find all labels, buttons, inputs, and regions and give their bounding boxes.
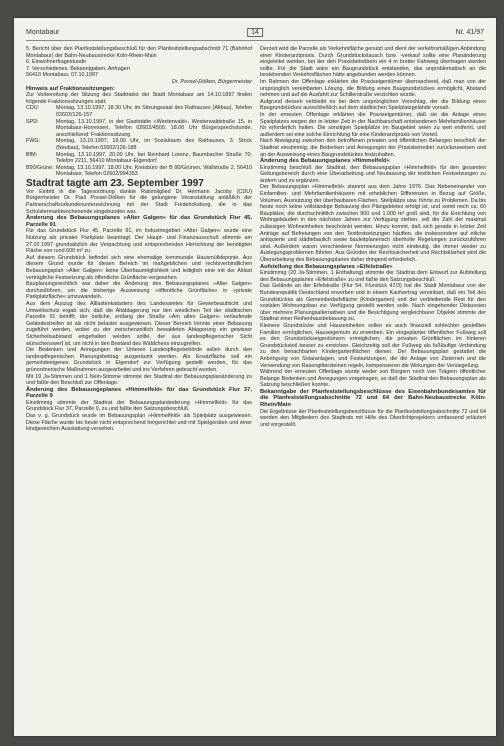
agenda-item: 5. Bericht über den Planfeststellungsbeschluß für den Planfeststellungsabschnitt 71 (Bahnhof Montabaur) der Bahn-Neubaustrecke Köln-Rhein-Main [26, 46, 252, 59]
paragraph: Die Ergebnisse der Planfeststellungsbeschlüsse für die Planfeststellungsabschnitte 72 und 64 werden den Mitgliedern des Stadtrats mit Hilfe des Oberlichtprojektors umfassend erläutert und vorgestellt. [260, 408, 486, 428]
fraction-name: FWG: [26, 138, 41, 145]
paragraph: Aus dem Auszug des Altlastenkatasters des Landesamtes für Gewerbeaufsicht und Umweltschutz ergab sich, daß die Altablagerung nur den westlichen Teil der städtischen Parzelle 91 betrifft; der östliche, entlang der Straße »Am alten Galgen« verlaufende Geländestreifen ist als nicht belastet ausgewiesen. Dieser Bereich könnte einer Bebauung zugeführt werden, wobei zu der zwischenzeitlich bewaldeten Ablagerung ein gewisser Sicherheitsabstand eingehalten werden sollte, der aus landespflegerischer Sicht wünschenswert ist, um nicht in den Bestand des Wäldchens einzugreifen. [26, 300, 252, 347]
section-heading: Hinweis auf Fraktionssitzungen: [26, 85, 115, 92]
fraction-name: B90/Grüne: [26, 164, 54, 171]
right-column [260, 46, 486, 428]
issue-number: Nr. 41/97 [455, 29, 484, 36]
paragraph: Nach Abwägung zwischen den betroffenen privaten und öffentlichen Belangen beschloß der Stadtrat einstimmig, die Bedenken und Anregungen der Praxisbetreiber zurückzuweisen und an der Ausweisung eines Baugrundstückes festzuhalten. [260, 138, 486, 158]
paragraph: Vor Eintritt in die Tagesordnung dankte Ratsmitglied Dr. Hermann Jacoby (CDU) Bürgermeister Dr. Paul Possel-Dölken für die gelungene Veranstaltung anläßlich der Partnerschaftsurkundenunterzeichnung mit der Stadt Fredericksburg, die in das Schulstermarktwochenende eingebunden war. [26, 188, 252, 215]
article-title: Stadtrat tagte am 23. September 1997 [26, 177, 204, 189]
fraction-details: Montag, 13.10.1997, 18.30 Uhr, im Sitzungssaal des Rathauses (Altbau), Telefon 02602/126-157 [56, 105, 252, 118]
fraction-row [26, 138, 252, 151]
paragraph: Einstimmig beschloß der Stadtrat, den Bebauungsplan »Himmelfeld« für den gesamten Geltungsbereich durch eine Überarbeitung und Neufassung der textlichen Festsetzungen zu ändern und zu ergänzen. [260, 164, 486, 184]
newspaper-page [14, 18, 496, 736]
paragraph: Zur Vorbereitung der Sitzung des Stadtrates der Stadt Montabaur am 14.10.1997 finden folgende Fraktionssitzungen statt: [26, 92, 252, 105]
signature: Dr. Possel-Dölken, Bürgermeister [171, 78, 252, 85]
fraction-name: BfM: [26, 151, 38, 158]
paragraph: Derzeit wird die Parzelle als Verkehrsfläche genutzt und dient der verkehrsmäßigen Anbindung einer Kinderarztpraxis. Durch Grundstückstausch bzw. -verkauf sollte eine Planänderung eingeleitet werden, bei der den Praxisbetreibern ein 4 m breiter Fahrweg übertragen werden sollte. Für die Stadt wäre ein Baugrundstück entstanden, das unproblematisch an die bestehenden Verkehrsflächen hätte angebunden werden können. [260, 46, 486, 79]
fraction-row [26, 165, 252, 178]
paragraph: Aufgrund dessen verbleibt es bei dem ursprünglichen Vorschlag, der die Bildung eines Baugrundstückes ausschließlich auf dem städtischen Spielplatzgelände vorsah. [260, 98, 486, 112]
section-heading: Aufstellung des Bebauungsplanes »Eifelstraße« [260, 263, 393, 270]
header-town: Montabaur [26, 29, 60, 36]
agenda-item: 6. Einwohnerfragestunde [26, 59, 86, 66]
agenda-item: 7. Verschiedenes, Bekanntgaben, Anfragen [26, 65, 130, 72]
left-column [26, 46, 252, 433]
date-line: 56410 Montabaur, 07.10.1997 [26, 72, 98, 79]
fraction-name: SPD: [26, 118, 39, 125]
paragraph: Während der erneuten Offenlage wurde weder von Bürgern noch von Trägern öffentlicher Belange Bedenken und Anregungen vorgetragen, so daß der Stadtrat den Bebauungsplan als Satzung beschließen konnte. [260, 369, 486, 389]
page-number: 14 [247, 28, 263, 37]
fraction-name: CDU: [26, 105, 40, 112]
paragraph: Der Bebauungsplan »Himmelfeld« stammt aus dem Jahre 1976. Das Nebeneinander von Einfamilien- und Mehrfamilienhäusern mit erheblichen Differenzen in Bezug auf Größe, Volumen, Ausnutzung der überbaubaren Flächen, Stellplätze usw. führte zu Problemen. Da bis heute noch keine vollständige Bebauung des Plangebietes erfolgt ist, und somit noch ca. 60 Bauplätze, die durchschnittlich zwischen 900 und 1.000 m² groß sind, für die Errichtung von Wohngebäuden in den nächsten Jahren zur Verfügung stehen, soll die Zahl der maximal zulässigen Wohneinheiten beschränkt werden. Hinzu kommt, daß sich gerade in letzter Zeit Anträge auf Befreiungen von den Textfestsetzungen häuften, die insbesondere auf etliche antiquierte und städtebaulich sowie bauleitplanerisch überholte Regelungen zurückzuführen sind. Außerdem waren verschiedene Normierungen nicht eindeutig, die immer wieder zu Auslegungsproblemen führten. Aus Gründen der Rechtssicherheit und Rechtsklarheit wird die Überarbeitung des Bebauungsplanes daher dringend erforderlich. [260, 184, 486, 263]
page-header [26, 28, 484, 41]
paragraph: In der erneuten Offenlage erklärten die Praxiseigentümer, daß sie die Anlage eines Spielplatzes wegen der in letzter Zeit in der Nachbarschaft entstandenen Mehrfamilienhäuser für erforderlich halten. Die sonstigen Spielplätze im Baugebiet seien zu weit entfernt, und außerdem sei eine solche Einrichtung für eine Kinderarztpraxis von Vorteil. [260, 111, 486, 138]
section-heading: Bekanntgabe der Planfeststellungsbeschlüsse des Eisenbahnbundesamtes für die Planfeststellungsabschnitte 72 und 64 der Bahn-Neubaustrecke Köln-Rhein/Main [260, 388, 486, 409]
fraction-row [26, 105, 252, 118]
section-heading: Änderung des Bebauungsplanes »Alter Galgen« für das Grundstück Flur 45, Parzelle 91 [26, 215, 252, 228]
paragraph: Das Gelände an der Eifelstraße (Flur 54, Flurstück 47/3) hat die Stadt Montabaur von der Bundesrepublik Deutschland erworben und in einem Kaufvertrag vereinbart, daß ein Teil des Grundstückes als Gemeinbedarfsfläche (Kindergarten) und der verbleibende Rest für den sozialen Wohnungsbau zur Verfügung gestellt werden solle. Nach eingehender Diskussion über mehrere Planungsalternativen und die Besichtigung vergleichbarer Objekte stimmte der Stadtrat einer Reihenhausbebauung zu. [260, 283, 486, 323]
fraction-row [26, 119, 252, 139]
paragraph: Einstimmig (20 Ja-Stimmen, 1 Enthaltung) stimmte der Stadtrat dem Entwurf zur Aufstellung des Bebauungsplanes »Eifelstraße« zu und faßte den Satzungsbeschluß. [260, 270, 486, 283]
paragraph: Kleinere Grundstücke und Hauseinheiten sollen es auch finanziell schlechter gestellten Familien ermöglichen, Hauseigentum zu erwerben. Ein eingeplanter öffentlicher Fußweg soll es den Grundstückseigentümern ermöglichen, die privaten Grünflächen im hinteren Grundstücksteil besser zu erreichen. Gleichzeitig soll der Fußweg als fußläufige Verbindung zu den benachbarten Kindergartenflächen dienen. Der Bebauungsplan gestattet die Anbringung von Solaranlagen, und Festsetzungen, die die Anlage von Zisternen und die Verwendung von Rasengittersteinen regeln, kompensieren die Wirkungen der Versiegelung. [260, 322, 486, 369]
paragraph: Mit 19 Ja-Stimmen und 1 Nein-Stimme stimmte der Stadtrat der Bebauungsplanänderung zu und faßte den Beschluß zur Offenlage. [26, 373, 252, 387]
paragraph: Das v. g. Grundstück wurde im Bebauungsplan »Himmelfeld« als Spielplatz ausgewiesen. Diese Fläche wurde bis heute nicht entsprechend hergerichtet und mit Spielgeräten und einer kindgerechten Ausstattung versehen. [26, 413, 252, 433]
paragraph: Bauplanungsrechtlich war daher die Änderung des Bebauungsplanes »Alter Galgen« durchzuführen, um die bisherige Ausweisung »öffentliche Grünfläche« in »private Parkplatzfläche« umzuwandeln. [26, 281, 252, 301]
fraction-row [26, 152, 252, 165]
section-heading: Änderung des Bebauungsplanes »Himmelfeld« [260, 158, 390, 165]
paragraph: Für das Grundstück Flur 45, Parzelle 91, im Industriegebiet »Alter Galgen« wurde eine Nutzung als privater Parkplatz beantragt. Der Haupt- und Finanzausschuß stimmte am 27.02.1997 grundsätzlich der Verpachtung und entsprechenden Herrichtung der benötigten Fläche von rund 600 m² zu. [26, 228, 252, 255]
section-heading: Änderung des Bebauungsplanes »Himmelfeld« für das Grundstück Flur 37, Parzelle 9 [26, 386, 252, 400]
paragraph: Einstimmig stimmte der Stadtrat der Bebauungsplanänderung »Himmelfeld« für das Grundstück Flur 37, Parzelle 9, zu und faßte den Satzungsbeschluß. [26, 399, 252, 413]
paragraph: Auf diesem Grundstück befindet sich eine ehemalige kommunale Hausmülldeponie. Aus diesem Grund wurde für diesen Bereich im maßgeblichen und rechtsverbindlichen Bebauungsplan »Alter Galgen« keine Überbaumöglichkeit und lediglich eine mit der Altlast verträgliche Festsetzung als öffentliche Grünfläche vorgesehen. [26, 254, 252, 281]
paragraph: Im Rahmen der Offenlage erklärten die Praxiseigentümer überraschend, daß man von der ursprünglich vereinbarten Lösung, die Bildung eines Baugrundstückes ermöglicht, Abstand nehmen und auf die Ausfahrt zur Schillerstraße verzichten würde. [260, 78, 486, 99]
fraction-details: Montag, 13.10.1997, 20.00 Uhr, bei Reinhard Lorenz, Baumbacher Straße 70, Telefon 2211, 56410 Montabaur-Elgendorf [56, 151, 252, 165]
paragraph: Die Bedenken und Anregungen der Unteren Landespflegebehörde sollen durch den landespflegerischen Planungsbeitrag ausgeräumt werden. Als Ersatzfläche soll ein gemeindeeigenes Grundstück in Elgendorf zur Verfügung gestellt werden, für das grünordnerische Maßnahmen ausgearbeitet und ins Verfahren gebracht wurden. [26, 347, 252, 373]
fraction-details: Montag, 13.10.1997, in der Gaststätte »Westerwald«, Westerwaldstraße 15, in Montabaur-Horressen, Telefon 02602/4500, 18.00 Uhr Bürgersprechstunde, anschließend: Fraktionssitzung [56, 118, 252, 138]
fraction-details: Montag, 13.10.1997, 18.00 Uhr, Kreisbüro der B 90/Grünen, Wallstraße 2, 56410 Montabaur, Telefon 02602/994353 [56, 164, 252, 178]
fraction-details: Montag, 13.10.1997, 19.00 Uhr, im Sozialraum des Rathauses, 3. Stock (Neubau), Telefon 02602/126-188 [56, 138, 252, 151]
